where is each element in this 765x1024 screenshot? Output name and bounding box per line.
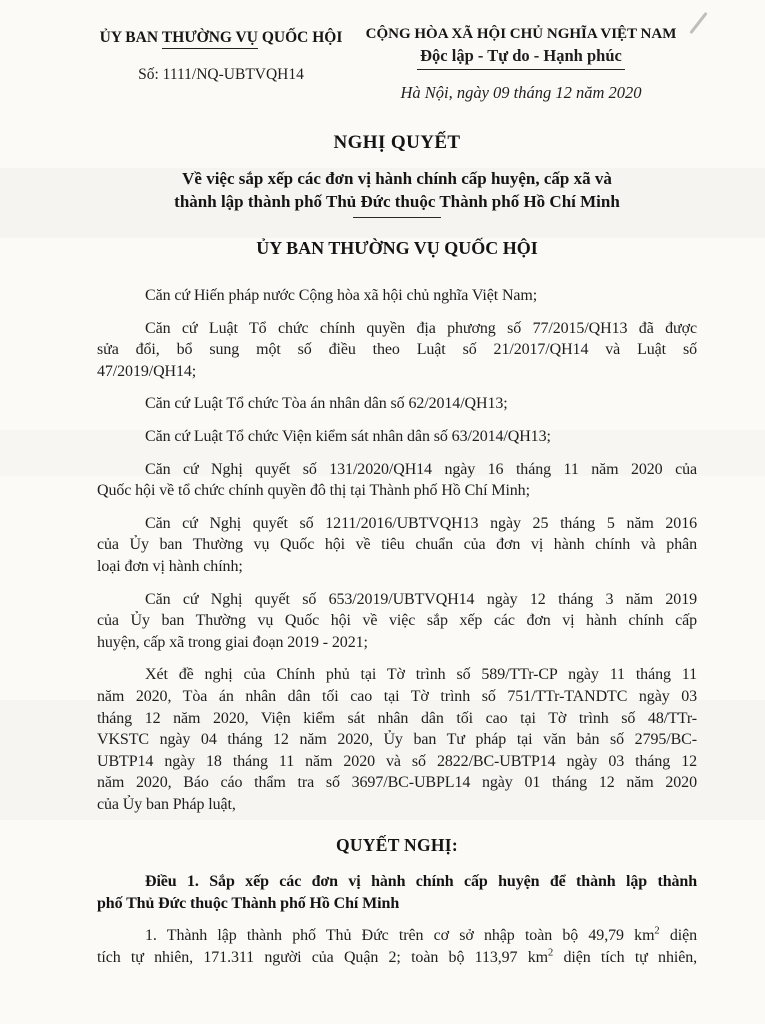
document-number: Số: 1111/NQ-UBTVQH14 [138,66,304,83]
paragraph [97,589,697,654]
text-line: VKSTC ngày 04 tháng 12 năm 2020, Ủy ban Tư pháp tại văn bản số 2795/BC- [97,731,697,749]
text-line: Căn cứ Luật Tổ chức Viện kiểm sát nhân dân số 63/2014/QH13; [145,427,551,445]
issuer-heading: ỦY BAN THƯỜNG VỤ QUỐC HỘI [256,238,538,258]
text-line: loại đơn vị hành chính; [97,557,243,575]
header-left-column [97,26,345,84]
subtitle-line: thành lập thành phố Thủ Đức thuộc Thành phố Hồ Chí Minh [174,192,620,211]
text-line: của Ủy ban Thường vụ Quốc hội về tiêu chuẩn của đơn vị hành chính và phân [97,536,697,554]
document-subtitle [97,167,697,213]
text-line: tích tự nhiên, 171.311 người của Quận 2; toàn bộ 113,97 $km^2$ diện tích tự nhiên, [97,947,697,966]
text-line: Xét đề nghị của Chính phủ tại Tờ trình số 589/TTr-CP ngày 11 tháng 11 [145,666,697,684]
org-name-prefix: ỦY BAN [99,29,162,46]
place-date-line: Hà Nội, ngày 09 tháng 12 năm 2020 [400,83,642,102]
document-content [97,26,697,968]
document-type-title: NGHỊ QUYẾT [333,132,461,153]
paragraph [97,426,697,448]
text-line: sửa đổi, bổ sung một số điều theo Luật số 21/2017/QH14 và Luật số [97,341,697,359]
paragraph [97,513,697,578]
org-name-suffix: QUỐC HỘI [257,29,343,46]
national-name: CỘNG HÒA XÃ HỘI CHỦ NGHĨA VIỆT NAM [365,26,677,42]
text-line: Căn cứ Nghị quyết số 653/2019/UBTVQH14 ngày 12 tháng 3 năm 2019 [145,590,697,608]
subtitle-line: Về việc sắp xếp các đơn vị hành chính cấp huyện, cấp xã và [182,169,612,188]
text-line: Căn cứ Nghị quyết số 1211/2016/UBTVQH13 ngày 25 tháng 5 năm 2016 [145,514,697,532]
title-divider-line [353,217,441,218]
document-body [97,285,697,968]
text-line: 1. Thành lập thành phố Thủ Đức trên cơ sở nhập toàn bộ 49,79 $km^2$ diện [145,925,697,945]
article-heading [97,871,697,914]
text-line: phố Thủ Đức thuộc Thành phố Hồ Chí Minh [97,894,400,912]
document-header [97,26,697,103]
national-motto: Độc lập - Tự do - Hạnh phúc [417,46,625,70]
text-line: Căn cứ Luật Tổ chức chính quyền địa phương số 77/2015/QH13 đã được [145,319,697,337]
text-line: Căn cứ Hiến pháp nước Cộng hòa xã hội chủ nghĩa Việt Nam; [145,287,538,304]
paragraph [97,318,697,383]
paragraph [97,285,697,307]
header-right-column [345,26,697,103]
text-line: của Ủy ban Thường vụ Quốc hội về việc sắp xếp các đơn vị hành chính cấp [97,612,697,630]
text-line: huyện, cấp xã trong giai đoạn 2019 - 2021; [97,633,368,651]
text-line: Điều 1. Sắp xếp các đơn vị hành chính cấp huyện để thành lập thành [145,873,697,891]
text-line: tháng 12 năm 2020, Viện kiểm sát nhân dân tối cao tại Tờ trình số 48/TTr- [97,709,697,727]
paragraph [97,459,697,502]
resolve-heading: QUYẾT NGHỊ: [335,835,459,856]
paragraph [97,925,697,968]
paragraph [97,664,697,815]
text-line: năm 2020, Tòa án nhân dân tối cao tại Tờ trình số 751/TTr-TANDTC ngày 03 [97,687,697,705]
org-name-underlined: THƯỜNG VỤ [162,29,258,49]
text-line: 47/2019/QH14; [97,362,197,380]
text-line: của Ủy ban Pháp luật, [97,795,236,813]
text-line: năm 2020, Báo cáo thẩm tra số 3697/BC-UBPL14 ngày 01 tháng 12 năm 2020 [97,774,697,792]
text-line: Căn cứ Luật Tổ chức Tòa án nhân dân số 62/2014/QH13; [145,395,508,413]
paragraph [97,393,697,415]
text-line: UBTP14 ngày 18 tháng 11 năm 2020 và số 2822/BC-UBTP14 ngày 03 tháng 12 [97,752,697,770]
text-line: Quốc hội về tổ chức chính quyền đô thị tại Thành phố Hồ Chí Minh; [97,482,530,500]
text-line: Căn cứ Nghị quyết số 131/2020/QH14 ngày 16 tháng 11 năm 2020 của [145,460,697,478]
issuing-org-name [97,29,345,49]
